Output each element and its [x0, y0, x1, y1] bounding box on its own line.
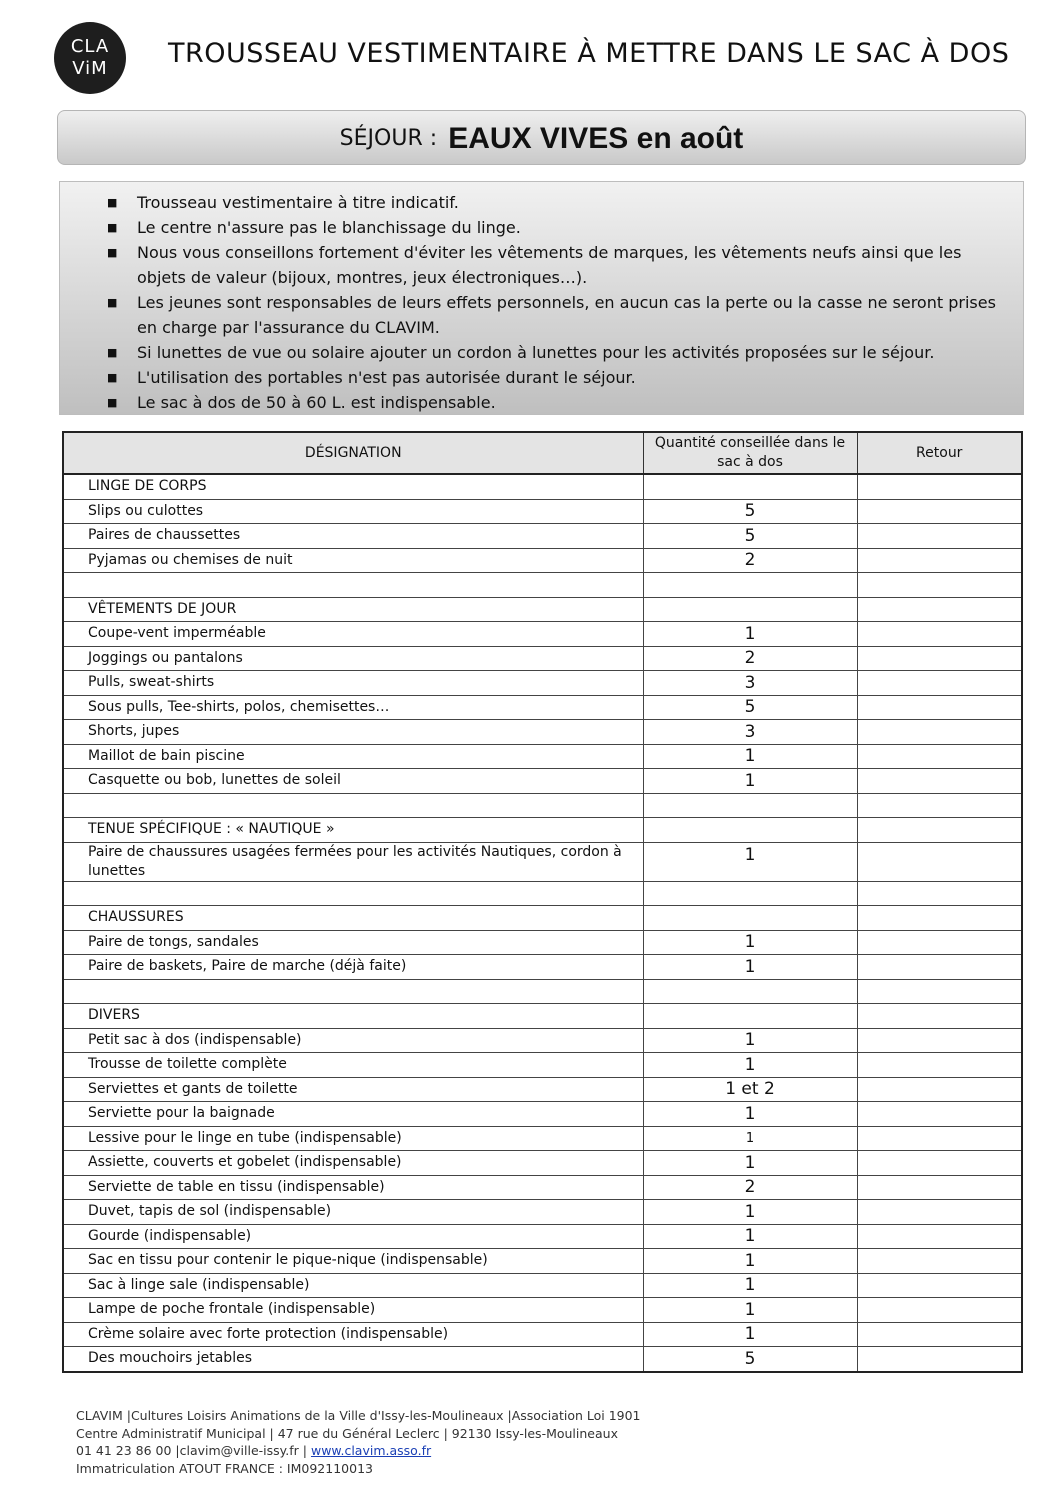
quantity-cell: 5: [643, 524, 857, 549]
quantity-cell: 1: [643, 1298, 857, 1323]
footer-line-registration: Immatriculation ATOUT FRANCE : IM092110013: [76, 1460, 373, 1476]
return-cell: [857, 930, 1022, 955]
quantity-cell: 5: [643, 499, 857, 524]
quantity-cell: 1: [643, 1151, 857, 1176]
quantity-cell: 1: [643, 930, 857, 955]
table-row: [63, 881, 1022, 906]
quantity-cell: 1: [643, 955, 857, 980]
quantity-cell: 2: [643, 548, 857, 573]
return-cell: [857, 1200, 1022, 1225]
table-row: [63, 1322, 1022, 1347]
return-cell: [857, 818, 1022, 843]
quantity-cell: 3: [643, 671, 857, 696]
header-designation: DÉSIGNATION: [63, 432, 643, 474]
designation-cell: Lessive pour le linge en tube (indispensable): [63, 1126, 643, 1151]
table-row: [63, 671, 1022, 696]
quantity-cell: [643, 818, 857, 843]
table-row: [63, 930, 1022, 955]
return-cell: [857, 1298, 1022, 1323]
table-row: [63, 646, 1022, 671]
quantity-cell: [643, 979, 857, 1004]
designation-cell: [63, 793, 643, 818]
table-row: [63, 1004, 1022, 1029]
quantity-cell: 1: [643, 744, 857, 769]
note-text: L'utilisation des portables n'est pas autorisée durant le séjour.: [137, 368, 636, 387]
bullet-icon: ■: [107, 296, 118, 309]
quantity-cell: 5: [643, 695, 857, 720]
table-row: [63, 1028, 1022, 1053]
footer-contact-text: 01 41 23 86 00 |clavim@ville-issy.fr |: [76, 1443, 311, 1458]
return-cell: [857, 769, 1022, 794]
quantity-cell: 1: [643, 1249, 857, 1274]
quantity-cell: 1: [643, 1028, 857, 1053]
quantity-cell: 3: [643, 720, 857, 745]
bullet-icon: ■: [107, 221, 118, 234]
note-text: Nous vous conseillons fortement d'éviter les vêtements de marques, les vêtements neufs ainsi que les objets de valeur (bijoux, montres, jeux électroniques…).: [137, 243, 962, 287]
designation-cell: Joggings ou pantalons: [63, 646, 643, 671]
table-row: [63, 818, 1022, 843]
note-text: Les jeunes sont responsables de leurs effets personnels, en aucun cas la perte ou la casse ne seront prises en charge par l'assurance du CLAVIM.: [137, 293, 996, 337]
return-cell: [857, 955, 1022, 980]
designation-cell: Duvet, tapis de sol (indispensable): [63, 1200, 643, 1225]
designation-cell: Serviette pour la baignade: [63, 1102, 643, 1127]
designation-cell: Paire de chaussures usagées fermées pour les activités Nautiques, cordon à lunettes: [63, 842, 643, 881]
designation-cell: Paire de baskets, Paire de marche (déjà faite): [63, 955, 643, 980]
designation-cell: Lampe de poche frontale (indispensable): [63, 1298, 643, 1323]
quantity-cell: [643, 573, 857, 598]
note-item: [60, 215, 1023, 240]
designation-cell: Shorts, jupes: [63, 720, 643, 745]
quantity-cell: [643, 1004, 857, 1029]
note-item: [60, 340, 1023, 365]
table-row: [63, 573, 1022, 598]
notes-box: [59, 181, 1024, 415]
table-row: [63, 474, 1022, 499]
note-item: [60, 190, 1023, 215]
bullet-icon: ■: [107, 396, 118, 409]
return-cell: [857, 1175, 1022, 1200]
return-cell: [857, 744, 1022, 769]
table-row: [63, 499, 1022, 524]
table-row: [63, 769, 1022, 794]
quantity-cell: [643, 597, 857, 622]
designation-cell: [63, 881, 643, 906]
table-row: [63, 720, 1022, 745]
footer: [76, 1407, 976, 1477]
table-row: [63, 1347, 1022, 1372]
quantity-cell: 1: [643, 842, 857, 881]
table-row: [63, 597, 1022, 622]
table-row: [63, 1053, 1022, 1078]
designation-cell: Pyjamas ou chemises de nuit: [63, 548, 643, 573]
return-cell: [857, 1322, 1022, 1347]
quantity-cell: 1 et 2: [643, 1077, 857, 1102]
footer-line-address: Centre Administratif Municipal | 47 rue du Général Leclerc | 92130 Issy-les-Moulineaux: [76, 1425, 618, 1441]
designation-cell: [63, 979, 643, 1004]
return-cell: [857, 1004, 1022, 1029]
note-text: Le sac à dos de 50 à 60 L. est indispensable.: [137, 393, 496, 412]
footer-line-association: CLAVIM |Cultures Loisirs Animations de la Ville d'Issy-les-Moulineaux |Association Loi 1901: [76, 1408, 641, 1423]
note-item: [60, 365, 1023, 390]
table-row: [63, 842, 1022, 881]
bullet-icon: ■: [107, 346, 118, 359]
table-header-row: [63, 432, 1022, 474]
table-row: [63, 1126, 1022, 1151]
return-cell: [857, 1347, 1022, 1372]
return-cell: [857, 695, 1022, 720]
notes-list: [60, 182, 1023, 415]
bullet-icon: ■: [107, 246, 118, 259]
note-item: [60, 290, 1023, 340]
designation-cell: TENUE SPÉCIFIQUE : « NAUTIQUE »: [63, 818, 643, 843]
designation-cell: Des mouchoirs jetables: [63, 1347, 643, 1372]
return-cell: [857, 979, 1022, 1004]
return-cell: [857, 499, 1022, 524]
return-cell: [857, 1028, 1022, 1053]
designation-cell: Crème solaire avec forte protection (indispensable): [63, 1322, 643, 1347]
quantity-cell: 1: [643, 1126, 857, 1151]
sejour-name: EAUX VIVES en août: [448, 122, 744, 155]
return-cell: [857, 548, 1022, 573]
designation-cell: Sous pulls, Tee-shirts, polos, chemisettes…: [63, 695, 643, 720]
note-item: [60, 240, 1023, 290]
table-row: [63, 1175, 1022, 1200]
designation-cell: Coupe-vent imperméable: [63, 622, 643, 647]
quantity-cell: 1: [643, 1224, 857, 1249]
return-cell: [857, 793, 1022, 818]
return-cell: [857, 524, 1022, 549]
designation-cell: Sac à linge sale (indispensable): [63, 1273, 643, 1298]
table-row: [63, 979, 1022, 1004]
sejour-label: SÉJOUR :: [339, 126, 438, 151]
designation-cell: Paires de chaussettes: [63, 524, 643, 549]
clavim-logo: [54, 22, 126, 94]
quantity-cell: [643, 793, 857, 818]
return-cell: [857, 1273, 1022, 1298]
table-row: [63, 622, 1022, 647]
return-cell: [857, 881, 1022, 906]
note-text: Si lunettes de vue ou solaire ajouter un cordon à lunettes pour les activités proposées sur le séjour.: [137, 343, 935, 362]
table-row: [63, 793, 1022, 818]
quantity-cell: 1: [643, 1273, 857, 1298]
table-row: [63, 548, 1022, 573]
return-cell: [857, 1102, 1022, 1127]
table-row: [63, 906, 1022, 931]
designation-cell: Gourde (indispensable): [63, 1224, 643, 1249]
designation-cell: Casquette ou bob, lunettes de soleil: [63, 769, 643, 794]
return-cell: [857, 1249, 1022, 1274]
designation-cell: VÊTEMENTS DE JOUR: [63, 597, 643, 622]
return-cell: [857, 906, 1022, 931]
return-cell: [857, 646, 1022, 671]
return-cell: [857, 1053, 1022, 1078]
logo-text-line1: CLA: [70, 36, 110, 57]
return-cell: [857, 1151, 1022, 1176]
designation-cell: CHAUSSURES: [63, 906, 643, 931]
table-row: [63, 1273, 1022, 1298]
table-row: [63, 1200, 1022, 1225]
footer-line-contact: [76, 1442, 976, 1460]
return-cell: [857, 1126, 1022, 1151]
table-row: [63, 1151, 1022, 1176]
note-text: Trousseau vestimentaire à titre indicatif.: [137, 193, 459, 212]
sejour-banner: [57, 110, 1026, 165]
website-link[interactable]: www.clavim.asso.fr: [310, 1443, 432, 1458]
bullet-icon: ■: [107, 196, 118, 209]
return-cell: [857, 1077, 1022, 1102]
items-table: [62, 431, 1023, 1373]
return-cell: [857, 474, 1022, 499]
quantity-cell: 1: [643, 1200, 857, 1225]
designation-cell: Assiette, couverts et gobelet (indispensable): [63, 1151, 643, 1176]
table-row: [63, 1102, 1022, 1127]
logo-text-line2: ViM: [72, 58, 108, 79]
quantity-cell: [643, 881, 857, 906]
quantity-cell: [643, 474, 857, 499]
table-row: [63, 524, 1022, 549]
table-row: [63, 1077, 1022, 1102]
return-cell: [857, 671, 1022, 696]
quantity-cell: 5: [643, 1347, 857, 1372]
designation-cell: Petit sac à dos (indispensable): [63, 1028, 643, 1053]
quantity-cell: 1: [643, 1053, 857, 1078]
return-cell: [857, 720, 1022, 745]
designation-cell: Serviettes et gants de toilette: [63, 1077, 643, 1102]
designation-cell: Sac en tissu pour contenir le pique-nique (indispensable): [63, 1249, 643, 1274]
designation-cell: DIVERS: [63, 1004, 643, 1029]
quantity-cell: 1: [643, 622, 857, 647]
table-row: [63, 955, 1022, 980]
header-return: Retour: [857, 432, 1022, 474]
return-cell: [857, 573, 1022, 598]
table-row: [63, 1249, 1022, 1274]
return-cell: [857, 1224, 1022, 1249]
bullet-icon: ■: [107, 371, 118, 384]
designation-cell: [63, 573, 643, 598]
table-row: [63, 1224, 1022, 1249]
quantity-cell: 2: [643, 1175, 857, 1200]
designation-cell: Pulls, sweat-shirts: [63, 671, 643, 696]
designation-cell: Trousse de toilette complète: [63, 1053, 643, 1078]
designation-cell: Serviette de table en tissu (indispensable): [63, 1175, 643, 1200]
return-cell: [857, 842, 1022, 881]
designation-cell: LINGE DE CORPS: [63, 474, 643, 499]
return-cell: [857, 622, 1022, 647]
quantity-cell: [643, 906, 857, 931]
return-cell: [857, 597, 1022, 622]
quantity-cell: 1: [643, 769, 857, 794]
table-row: [63, 744, 1022, 769]
quantity-cell: 1: [643, 1322, 857, 1347]
document-title: TROUSSEAU VESTIMENTAIRE À METTRE DANS LE SAC À DOS: [168, 38, 1010, 69]
designation-cell: Paire de tongs, sandales: [63, 930, 643, 955]
note-text: Le centre n'assure pas le blanchissage du linge.: [137, 218, 521, 237]
table-row: [63, 1298, 1022, 1323]
designation-cell: Slips ou culottes: [63, 499, 643, 524]
quantity-cell: 1: [643, 1102, 857, 1127]
designation-cell: Maillot de bain piscine: [63, 744, 643, 769]
note-item: [60, 390, 1023, 415]
quantity-cell: 2: [643, 646, 857, 671]
table-row: [63, 695, 1022, 720]
header-quantity: Quantité conseillée dans le sac à dos: [643, 432, 857, 474]
